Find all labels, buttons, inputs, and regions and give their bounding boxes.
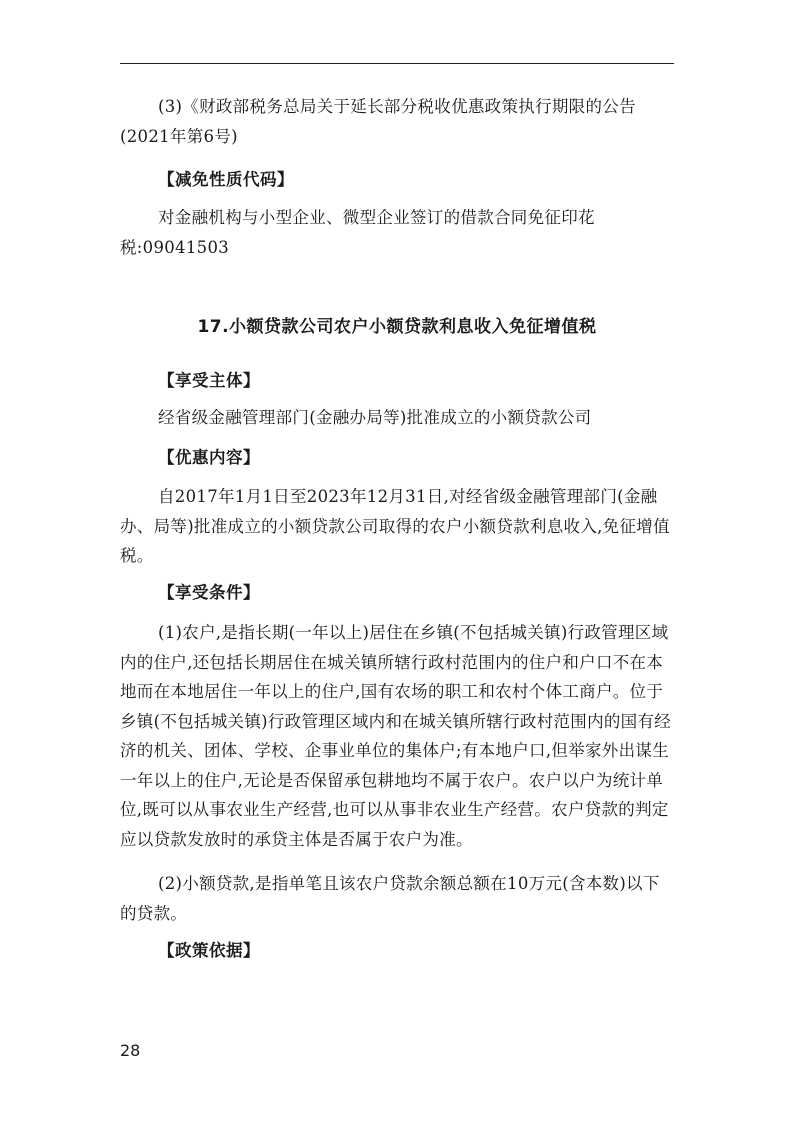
conditions-heading-block	[120, 578, 674, 608]
subject-text: 经省级金融管理部门(金融办局等)批准成立的小额贷款公司	[158, 408, 592, 427]
condition-1-block	[120, 618, 674, 854]
benefit-text: 自2017年1月1日至2023年12月31日,对经省级金融管理部门(金融办、局等)批准成立的小额贷款公司取得的农户小额贷款利息收入,免征增值税。	[120, 487, 670, 565]
condition-2-block	[120, 869, 674, 928]
subject-text-block	[120, 403, 674, 433]
conditions-heading: 【享受条件】	[158, 583, 260, 602]
benefit-heading-block	[120, 443, 674, 473]
prev-basis-item	[120, 92, 674, 151]
code-text: 对金融机构与小型企业、微型企业签订的借款合同免征印花税:09041503	[120, 208, 595, 257]
benefit-text-block	[120, 482, 674, 571]
subject-heading-block	[120, 366, 674, 396]
code-text-block	[120, 203, 674, 262]
header-rule	[120, 63, 674, 64]
subject-heading: 【享受主体】	[158, 371, 260, 390]
benefit-heading: 【优惠内容】	[158, 448, 260, 467]
basis-heading: 【政策依据】	[158, 941, 260, 960]
code-section	[120, 165, 674, 195]
condition-2: (2)小额贷款,是指单笔且该农户贷款余额总额在10万元(含本数)以下的贷款。	[120, 874, 660, 923]
code-heading: 【减免性质代码】	[158, 170, 294, 189]
basis-item-3: (3)《财政部税务总局关于延长部分税收优惠政策执行期限的公告(2021年第6号)	[120, 97, 636, 146]
condition-1: (1)农户,是指长期(一年以上)居住在乡镇(不包括城关镇)行政管理区域内的住户,还包括长期居住在城关镇所辖行政村范围内的住户和户口不在本地而在本地居住一年以上的住户,国有农场的职工和农村个体工商户。位于乡镇(不包括城关镇)行政管理区域内和在城关镇所辖行政村范围内的国有经济的机关、团体、学校、企事业单位的集体户;有本地户口,但举家外出谋生一年以上的住户,无论是否保留承包耕地均不属于农户。农户以户为统计单位,既可以从事农业生产经营,也可以从事非农业生产经营。农户贷款的判定应以贷款发放时的承贷主体是否属于农户为准。	[120, 623, 672, 849]
page-number: 28	[120, 1041, 141, 1060]
section-title: 17.小额贷款公司农户小额贷款利息收入免征增值税	[197, 317, 597, 337]
basis-heading-block	[120, 936, 674, 966]
